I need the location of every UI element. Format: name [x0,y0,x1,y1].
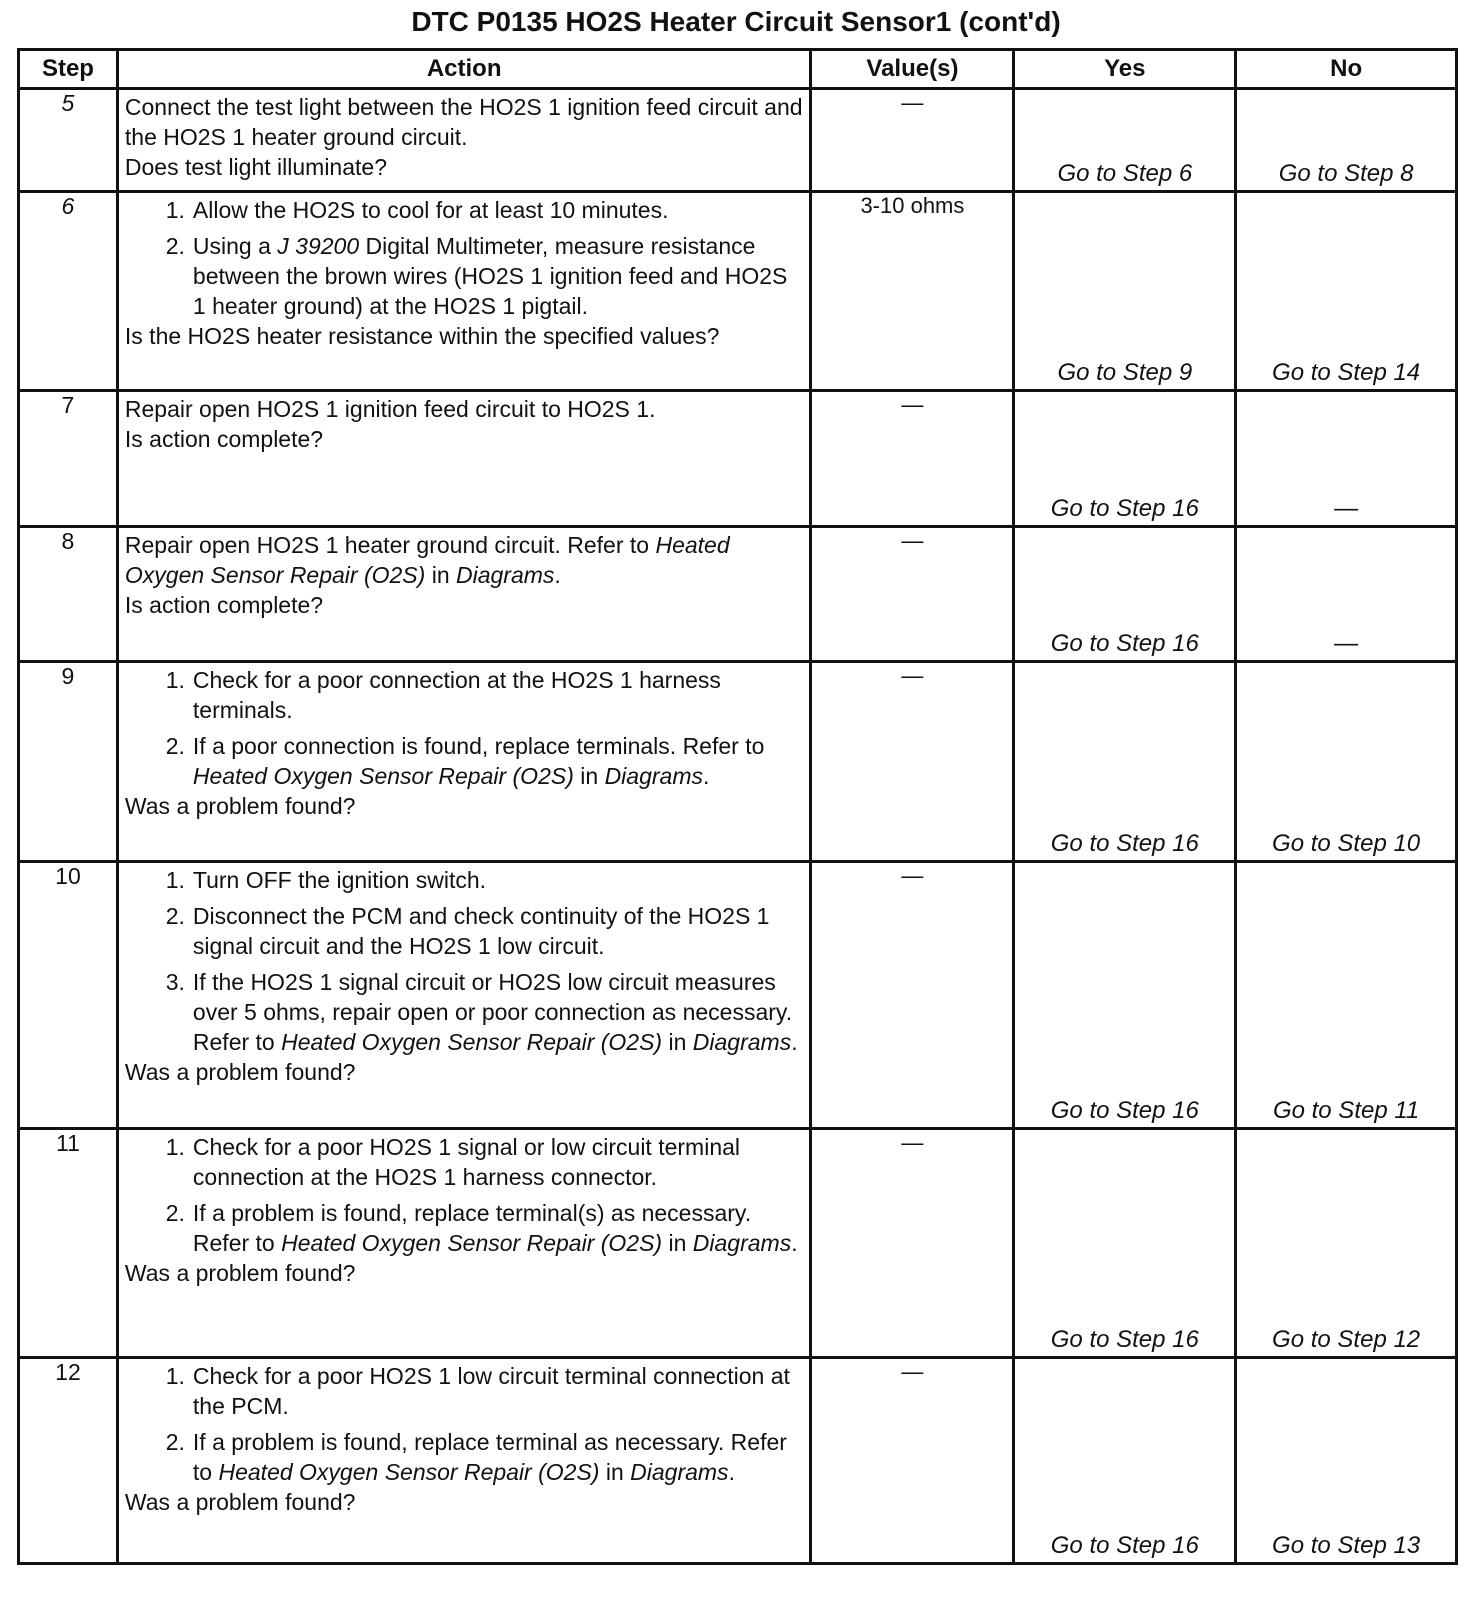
yes-answer: Go to Step 16 [1050,495,1199,522]
no-answer: Go to Step 14 [1272,359,1421,386]
table-row [19,192,1457,391]
no-cell [1236,527,1457,662]
yes-cell [1014,527,1236,662]
action-question: Is action complete? [124,426,324,452]
step-number: 8 [19,527,118,662]
action-cell [117,662,810,862]
list-item [125,1427,803,1487]
list-item [125,1132,803,1192]
item-text: Check for a poor HO2S 1 low circuit terminal connection at the PCM. [192,1363,790,1419]
diagnostic-table [17,48,1458,1565]
value-text: — [901,1130,924,1155]
action-cell [117,89,810,192]
action-cell [117,862,810,1129]
item-number: 2. [165,1429,185,1455]
action-question: Is action complete? [124,592,324,618]
value-cell [811,89,1014,192]
yes-answer: Go to Step 16 [1050,830,1199,857]
list-item [125,195,803,225]
document-reference: Heated Oxygen Sensor Repair (O2S) [192,763,574,789]
list-item [125,231,803,321]
item-number: 1. [165,867,185,893]
yes-cell [1014,662,1236,862]
item-text [193,731,803,791]
yes-cell [1014,1358,1236,1564]
document-reference: Heated Oxygen Sensor Repair (O2S) [281,1230,663,1256]
item-text: Disconnect the PCM and check continuity of the HO2S 1 signal circuit and the HO2S 1 low circuit. [192,903,770,959]
value-text: — [901,1359,924,1384]
value-text: — [901,392,924,417]
table-row [19,391,1457,527]
item-number: 2. [165,233,185,259]
item-number: 1. [165,1134,185,1160]
no-cell [1236,1358,1457,1564]
value-text: — [901,663,924,688]
item-number: 1. [165,197,185,223]
value-text: — [901,90,924,115]
action-cell [117,1129,810,1358]
value-cell [811,1129,1014,1358]
step-number: 6 [19,192,118,391]
document-reference: Diagrams [604,763,703,789]
step-number: 5 [19,89,118,192]
item-text-part: in [573,763,605,789]
header-values: Value(s) [811,50,1014,89]
item-text: Check for a poor connection at the HO2S 1 harness terminals. [192,667,721,723]
value-text: — [901,528,924,553]
step-number: 10 [19,862,118,1129]
no-cell [1236,192,1457,391]
document-reference: Diagrams [692,1029,792,1055]
list-item [125,731,803,791]
list-item [125,967,803,1057]
list-item [125,665,803,725]
action-text-part: in [425,562,456,588]
item-number: 2. [165,1200,185,1226]
no-answer: Go to Step 10 [1272,830,1421,857]
list-item [125,1198,803,1258]
table-row [19,89,1457,192]
table-row [19,862,1457,1129]
item-number: 1. [165,667,185,693]
value-cell [811,862,1014,1129]
action-text-part: Repair open HO2S 1 heater ground circuit. Refer to [124,532,656,558]
item-text-part: in [599,1459,631,1485]
list-item [125,901,803,961]
value-cell [811,391,1014,527]
no-answer: — [1334,630,1359,657]
action-question: Is the HO2S heater resistance within the specified values? [124,323,720,349]
document-reference: Diagrams [692,1230,792,1256]
value-cell [811,1358,1014,1564]
table-row [19,662,1457,862]
action-text: Connect the test light between the HO2S 1 ignition feed circuit and the HO2S 1 heater ground circuit. [124,94,803,150]
header-action: Action [117,50,810,89]
yes-cell [1014,391,1236,527]
item-text-part: . [728,1459,735,1485]
item-number: 1. [165,1363,185,1389]
item-text-part: If a problem is found, replace terminal as necessary. Refer to [192,1429,787,1485]
step-number: 7 [19,391,118,527]
item-text-part: If a poor connection is found, replace terminals. Refer to [192,733,765,759]
item-number: 3. [165,969,185,995]
value-cell [811,192,1014,391]
item-text: Check for a poor HO2S 1 signal or low circuit terminal connection at the HO2S 1 harness connector. [192,1134,741,1190]
no-cell [1236,662,1457,862]
document-reference: Diagrams [630,1459,729,1485]
item-text [193,1427,803,1487]
yes-answer: Go to Step 9 [1057,359,1193,386]
action-cell [117,391,810,527]
no-cell [1236,391,1457,527]
step-number: 11 [19,1129,118,1358]
header-yes: Yes [1014,50,1236,89]
no-answer: Go to Step 8 [1278,160,1414,187]
document-reference: Heated Oxygen Sensor Repair (O2S) [281,1029,663,1055]
item-text [193,1198,803,1258]
yes-cell [1014,89,1236,192]
document-reference: Heated Oxygen Sensor Repair (O2S) [124,532,730,588]
yes-answer: Go to Step 16 [1050,1097,1199,1124]
table-row [19,1358,1457,1564]
item-text-part: Digital Multimeter, measure resistance between the brown wires (HO2S 1 ignition feed and HO2S 1 heater ground) at the HO2S 1 pigtail. [192,233,788,319]
yes-cell [1014,862,1236,1129]
item-text-part: If the HO2S 1 signal circuit or HO2S low circuit measures over 5 ohms, repair open or poor connection as necessary. Refer to [192,969,793,1055]
table-row [19,1129,1457,1358]
no-answer: — [1334,495,1359,522]
yes-cell [1014,1129,1236,1358]
action-text-part: . [554,562,561,588]
action-list [125,195,803,321]
item-text [193,967,803,1057]
item-number: 2. [165,733,185,759]
action-cell [117,1358,810,1564]
yes-answer: Go to Step 16 [1050,1326,1199,1353]
action-question: Does test light illuminate? [124,154,387,180]
item-text: Allow the HO2S to cool for at least 10 minutes. [192,197,669,223]
action-question: Was a problem found? [124,793,356,819]
document-reference: Heated Oxygen Sensor Repair (O2S) [218,1459,600,1485]
no-cell [1236,862,1457,1129]
item-text-part: If a problem is found, replace terminal(s) as necessary. Refer to [192,1200,752,1256]
document-reference: Diagrams [456,562,555,588]
action-question: Was a problem found? [124,1489,356,1515]
no-cell [1236,89,1457,192]
item-text-part: Using a [192,233,278,259]
yes-answer: Go to Step 16 [1050,1532,1199,1559]
action-cell [117,527,810,662]
item-text: Turn OFF the ignition switch. [192,867,487,893]
action-question: Was a problem found? [124,1059,356,1085]
item-text-part: in [662,1029,693,1055]
yes-cell [1014,192,1236,391]
action-question: Was a problem found? [124,1260,356,1286]
item-text-part: . [702,763,710,789]
value-text: — [901,863,924,888]
value-cell [811,662,1014,862]
step-number: 12 [19,1358,118,1564]
value-cell [811,527,1014,662]
header-no: No [1236,50,1457,89]
item-number: 2. [165,903,185,929]
action-list [125,865,803,1057]
yes-answer: Go to Step 16 [1050,630,1199,657]
step-number: 9 [19,662,118,862]
action-list [125,665,803,791]
no-cell [1236,1129,1457,1358]
action-text [125,530,803,590]
page-title: DTC P0135 HO2S Heater Circuit Sensor1 (cont'd) [411,6,1061,37]
item-text-part: . [791,1230,798,1256]
action-list [125,1132,803,1258]
item-text-part: . [791,1029,798,1055]
action-list [125,1361,803,1487]
no-answer: Go to Step 12 [1272,1326,1421,1353]
list-item [125,865,803,895]
list-item [125,1361,803,1421]
header-row [19,50,1457,89]
value-text: 3-10 ohms [860,193,965,218]
table-row [19,527,1457,662]
yes-answer: Go to Step 6 [1057,160,1193,187]
action-text: Repair open HO2S 1 ignition feed circuit to HO2S 1. [124,396,656,422]
tool-reference: J 39200 [277,233,360,259]
item-text [193,231,803,321]
header-step: Step [19,50,118,89]
item-text-part: in [662,1230,693,1256]
no-answer: Go to Step 11 [1272,1097,1420,1124]
action-cell [117,192,810,391]
no-answer: Go to Step 13 [1272,1532,1421,1559]
